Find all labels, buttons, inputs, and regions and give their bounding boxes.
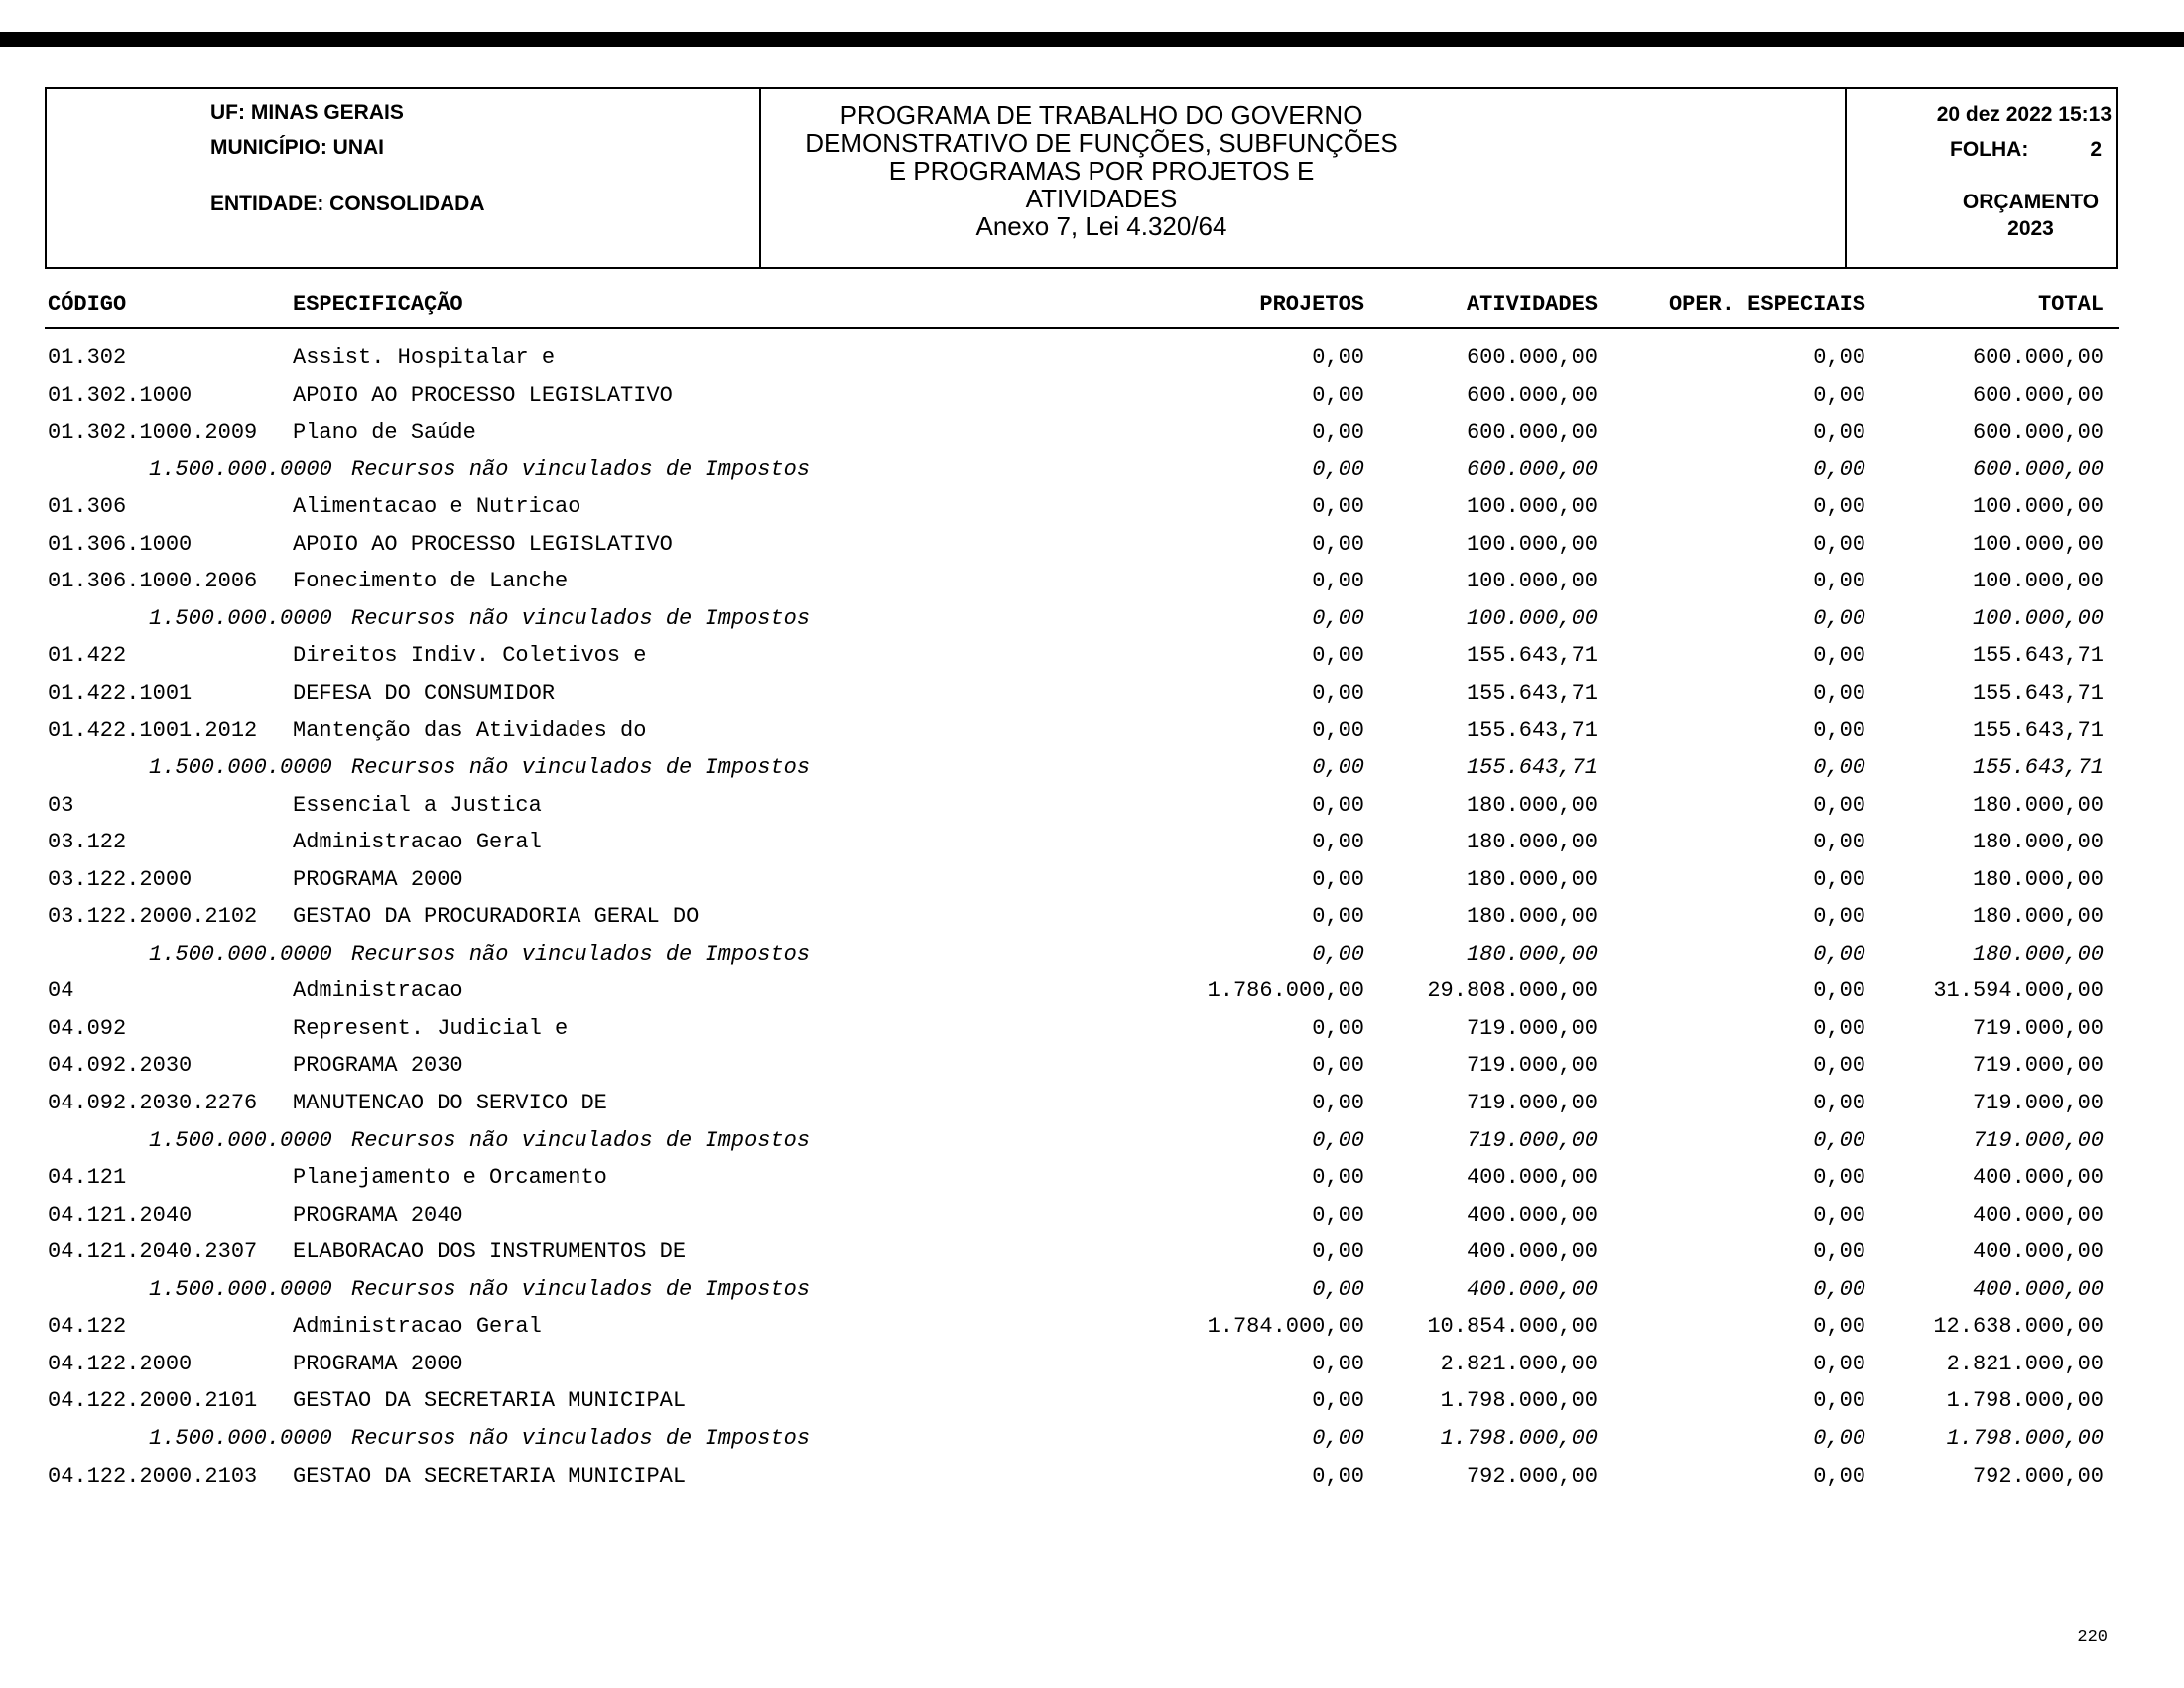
orcamento-block (1954, 189, 2108, 242)
title-line-2: DEMONSTRATIVO DE FUNÇÕES, SUBFUNÇÕES (805, 128, 1398, 158)
row-total: 155.643,71 (1972, 680, 2104, 706)
row-atividades: 400.000,00 (1466, 1165, 1598, 1191)
row-atividades: 2.821.000,00 (1440, 1351, 1598, 1376)
row-total: 2.821.000,00 (1946, 1351, 2104, 1376)
row-projetos: 0,00 (1312, 1165, 1364, 1191)
row-especificacao: Administracao (293, 978, 463, 1004)
row-projetos: 0,00 (1312, 1276, 1364, 1302)
row-total: 400.000,00 (1972, 1202, 2104, 1228)
row-projetos: 0,00 (1312, 382, 1364, 408)
row-oper-especiais: 0,00 (1813, 643, 1865, 669)
row-projetos: 0,00 (1312, 866, 1364, 892)
orcamento-label: ORÇAMENTO (1962, 191, 2100, 213)
resource-row (0, 943, 2184, 973)
row-code: 1.500.000.0000 (149, 1276, 332, 1302)
row-atividades: 719.000,00 (1466, 1091, 1598, 1115)
row-atividades: 155.643,71 (1466, 680, 1598, 706)
row-especificacao: Recursos não vinculados de Impostos (351, 1127, 811, 1153)
municipio-label: MUNICÍPIO: UNAI (210, 136, 384, 159)
row-oper-especiais: 0,00 (1813, 904, 1865, 930)
row-code: 04.122 (48, 1314, 127, 1340)
table-row (0, 682, 2184, 712)
row-atividades: 400.000,00 (1466, 1239, 1598, 1265)
header-rule (45, 327, 2119, 329)
row-atividades: 600.000,00 (1466, 420, 1598, 446)
row-atividades: 400.000,00 (1466, 1276, 1598, 1302)
row-especificacao: Fonecimento de Lanche (293, 569, 569, 594)
row-especificacao: APOIO AO PROCESSO LEGISLATIVO (293, 531, 673, 557)
row-total: 155.643,71 (1972, 755, 2104, 781)
row-code: 1.500.000.0000 (149, 456, 332, 482)
row-oper-especiais: 0,00 (1813, 1463, 1865, 1489)
table-row (0, 831, 2184, 860)
row-oper-especiais: 0,00 (1813, 1165, 1865, 1191)
row-code: 01.422.1001.2012 (48, 717, 258, 743)
resource-row (0, 1427, 2184, 1457)
row-atividades: 1.798.000,00 (1440, 1388, 1598, 1414)
row-projetos: 0,00 (1312, 904, 1364, 930)
row-projetos: 0,00 (1312, 643, 1364, 669)
row-projetos: 0,00 (1312, 1127, 1364, 1153)
row-code: 04.122.2000.2101 (48, 1388, 258, 1414)
table-row (0, 533, 2184, 563)
row-atividades: 719.000,00 (1466, 1053, 1598, 1079)
table-row (0, 905, 2184, 935)
table-row (0, 384, 2184, 414)
table-row (0, 644, 2184, 674)
row-atividades: 29.808.000,00 (1427, 978, 1598, 1004)
row-especificacao: GESTAO DA SECRETARIA MUNICIPAL (293, 1463, 687, 1489)
column-header-atividades: ATIVIDADES (1466, 292, 1598, 317)
title-line-5: Anexo 7, Lei 4.320/64 (975, 211, 1227, 241)
row-oper-especiais: 0,00 (1813, 866, 1865, 892)
uf-label: UF: MINAS GERAIS (210, 101, 404, 124)
folha-value: 2 (2090, 138, 2102, 161)
row-code: 03.122.2000 (48, 866, 193, 892)
row-atividades: 792.000,00 (1466, 1463, 1598, 1489)
table-row (0, 1465, 2184, 1494)
column-header-projetos: PROJETOS (1259, 292, 1364, 317)
report-title (754, 101, 1449, 240)
row-code: 04.122.2000 (48, 1351, 193, 1376)
row-especificacao: Recursos não vinculados de Impostos (351, 605, 811, 631)
row-oper-especiais: 0,00 (1813, 382, 1865, 408)
row-code: 04.121 (48, 1165, 127, 1191)
table-row (0, 495, 2184, 525)
row-projetos: 0,00 (1312, 1053, 1364, 1079)
row-code: 03.122 (48, 830, 127, 855)
row-code: 04.092.2030 (48, 1053, 193, 1079)
row-atividades: 719.000,00 (1466, 1015, 1598, 1041)
row-atividades: 100.000,00 (1466, 569, 1598, 594)
row-projetos: 1.784.000,00 (1207, 1314, 1364, 1340)
row-atividades: 180.000,00 (1466, 792, 1598, 818)
row-projetos: 0,00 (1312, 1202, 1364, 1228)
row-especificacao: Assist. Hospitalar e (293, 345, 556, 370)
row-total: 100.000,00 (1972, 569, 2104, 594)
row-projetos: 0,00 (1312, 792, 1364, 818)
row-atividades: 180.000,00 (1466, 941, 1598, 967)
table-row (0, 421, 2184, 451)
title-line-3: E PROGRAMAS POR PROJETOS E (888, 156, 1315, 186)
row-total: 792.000,00 (1972, 1463, 2104, 1489)
row-especificacao: APOIO AO PROCESSO LEGISLATIVO (293, 382, 673, 408)
row-oper-especiais: 0,00 (1813, 941, 1865, 967)
row-projetos: 0,00 (1312, 1091, 1364, 1115)
row-projetos: 0,00 (1312, 456, 1364, 482)
row-atividades: 180.000,00 (1466, 904, 1598, 930)
row-total: 719.000,00 (1972, 1053, 2104, 1079)
row-oper-especiais: 0,00 (1813, 1314, 1865, 1340)
row-total: 100.000,00 (1972, 605, 2104, 631)
row-atividades: 155.643,71 (1466, 717, 1598, 743)
folha-label: FOLHA: (1950, 138, 2029, 161)
row-projetos: 0,00 (1312, 1425, 1364, 1451)
row-especificacao: Represent. Judicial e (293, 1015, 569, 1041)
row-total: 180.000,00 (1972, 866, 2104, 892)
table-row (0, 1353, 2184, 1382)
row-oper-especiais: 0,00 (1813, 680, 1865, 706)
title-line-1: PROGRAMA DE TRABALHO DO GOVERNO (839, 100, 1363, 130)
row-code: 1.500.000.0000 (149, 941, 332, 967)
header-divider-right (1845, 89, 1847, 267)
row-code: 01.422 (48, 643, 127, 669)
row-projetos: 0,00 (1312, 830, 1364, 855)
row-atividades: 180.000,00 (1466, 866, 1598, 892)
table-column-headers (0, 292, 2184, 322)
row-oper-especiais: 0,00 (1813, 1053, 1865, 1079)
table-row (0, 719, 2184, 749)
row-projetos: 0,00 (1312, 755, 1364, 781)
row-atividades: 600.000,00 (1466, 382, 1598, 408)
row-total: 180.000,00 (1972, 830, 2104, 855)
row-especificacao: Administracao Geral (293, 1314, 542, 1340)
row-code: 01.306.1000 (48, 531, 193, 557)
resource-row (0, 607, 2184, 637)
table-row (0, 1315, 2184, 1345)
row-oper-especiais: 0,00 (1813, 1015, 1865, 1041)
row-total: 155.643,71 (1972, 643, 2104, 669)
row-code: 01.422.1001 (48, 680, 193, 706)
row-especificacao: Recursos não vinculados de Impostos (351, 941, 811, 967)
row-total: 719.000,00 (1972, 1127, 2104, 1153)
row-especificacao: Administracao Geral (293, 830, 542, 855)
row-oper-especiais: 0,00 (1813, 1351, 1865, 1376)
row-code: 04.122.2000.2103 (48, 1463, 258, 1489)
row-oper-especiais: 0,00 (1813, 755, 1865, 781)
row-total: 180.000,00 (1972, 941, 2104, 967)
row-projetos: 0,00 (1312, 531, 1364, 557)
row-total: 719.000,00 (1972, 1091, 2104, 1115)
row-projetos: 0,00 (1312, 494, 1364, 520)
row-atividades: 100.000,00 (1466, 605, 1598, 631)
row-especificacao: Direitos Indiv. Coletivos e (293, 643, 647, 669)
print-datetime: 20 dez 2022 15:13 (1936, 103, 2112, 126)
row-especificacao: MANUTENCAO DO SERVICO DE (293, 1091, 607, 1115)
row-especificacao: ELABORACAO DOS INSTRUMENTOS DE (293, 1239, 687, 1265)
row-oper-especiais: 0,00 (1813, 1239, 1865, 1265)
row-projetos: 0,00 (1312, 1351, 1364, 1376)
row-oper-especiais: 0,00 (1813, 717, 1865, 743)
row-especificacao: Recursos não vinculados de Impostos (351, 456, 811, 482)
row-code: 03 (48, 792, 74, 818)
scan-artifact-bar (0, 32, 2184, 47)
row-code: 1.500.000.0000 (149, 605, 332, 631)
row-atividades: 180.000,00 (1466, 830, 1598, 855)
row-especificacao: Plano de Saúde (293, 420, 476, 446)
column-header-oper-especiais: OPER. ESPECIAIS (1668, 292, 1865, 317)
table-row (0, 794, 2184, 824)
row-oper-especiais: 0,00 (1813, 494, 1865, 520)
column-header-codigo: CÓDIGO (48, 292, 127, 317)
row-total: 100.000,00 (1972, 494, 2104, 520)
row-especificacao: DEFESA DO CONSUMIDOR (293, 680, 556, 706)
row-total: 400.000,00 (1972, 1239, 2104, 1265)
row-atividades: 100.000,00 (1466, 531, 1598, 557)
row-total: 1.798.000,00 (1946, 1425, 2104, 1451)
row-total: 1.798.000,00 (1946, 1388, 2104, 1414)
row-code: 01.302.1000 (48, 382, 193, 408)
row-oper-especiais: 0,00 (1813, 1388, 1865, 1414)
row-projetos: 0,00 (1312, 680, 1364, 706)
row-projetos: 0,00 (1312, 941, 1364, 967)
resource-row (0, 756, 2184, 786)
row-code: 04.092 (48, 1015, 127, 1041)
column-header-especificacao: ESPECIFICAÇÃO (293, 292, 463, 317)
row-projetos: 0,00 (1312, 1463, 1364, 1489)
row-oper-especiais: 0,00 (1813, 345, 1865, 370)
entidade-label: ENTIDADE: CONSOLIDADA (210, 193, 485, 215)
row-oper-especiais: 0,00 (1813, 569, 1865, 594)
table-row (0, 868, 2184, 898)
row-total: 600.000,00 (1972, 345, 2104, 370)
row-atividades: 155.643,71 (1466, 643, 1598, 669)
row-especificacao: Planejamento e Orcamento (293, 1165, 607, 1191)
row-code: 03.122.2000.2102 (48, 904, 258, 930)
row-atividades: 719.000,00 (1466, 1127, 1598, 1153)
row-projetos: 0,00 (1312, 420, 1364, 446)
row-oper-especiais: 0,00 (1813, 420, 1865, 446)
row-projetos: 0,00 (1312, 1015, 1364, 1041)
row-oper-especiais: 0,00 (1813, 456, 1865, 482)
row-code: 1.500.000.0000 (149, 755, 332, 781)
row-atividades: 10.854.000,00 (1427, 1314, 1598, 1340)
row-code: 01.302.1000.2009 (48, 420, 258, 446)
row-code: 1.500.000.0000 (149, 1127, 332, 1153)
table-row (0, 346, 2184, 376)
table-row (0, 1017, 2184, 1047)
table-row (0, 570, 2184, 599)
row-especificacao: PROGRAMA 2040 (293, 1202, 463, 1228)
row-total: 180.000,00 (1972, 792, 2104, 818)
row-especificacao: PROGRAMA 2000 (293, 1351, 463, 1376)
table-row (0, 1204, 2184, 1234)
row-especificacao: Recursos não vinculados de Impostos (351, 1425, 811, 1451)
row-total: 600.000,00 (1972, 382, 2104, 408)
resource-row (0, 1129, 2184, 1159)
row-oper-especiais: 0,00 (1813, 1127, 1865, 1153)
row-total: 180.000,00 (1972, 904, 2104, 930)
row-oper-especiais: 0,00 (1813, 830, 1865, 855)
row-atividades: 400.000,00 (1466, 1202, 1598, 1228)
row-code: 04 (48, 978, 74, 1004)
row-code: 04.092.2030.2276 (48, 1091, 258, 1115)
row-oper-especiais: 0,00 (1813, 531, 1865, 557)
row-atividades: 600.000,00 (1466, 345, 1598, 370)
table-row (0, 979, 2184, 1009)
row-code: 04.121.2040 (48, 1202, 193, 1228)
row-oper-especiais: 0,00 (1813, 1425, 1865, 1451)
row-projetos: 0,00 (1312, 1388, 1364, 1414)
row-total: 12.638.000,00 (1933, 1314, 2104, 1340)
table-row (0, 1166, 2184, 1196)
row-projetos: 0,00 (1312, 605, 1364, 631)
row-total: 600.000,00 (1972, 420, 2104, 446)
column-header-total: TOTAL (2037, 292, 2104, 317)
table-row (0, 1054, 2184, 1084)
row-projetos: 0,00 (1312, 345, 1364, 370)
resource-row (0, 1278, 2184, 1308)
table-row (0, 1389, 2184, 1419)
row-especificacao: Recursos não vinculados de Impostos (351, 755, 811, 781)
row-total: 155.643,71 (1972, 717, 2104, 743)
row-code: 1.500.000.0000 (149, 1425, 332, 1451)
row-code: 04.121.2040.2307 (48, 1239, 258, 1265)
row-code: 01.306.1000.2006 (48, 569, 258, 594)
row-projetos: 1.786.000,00 (1207, 978, 1364, 1004)
table-row (0, 1240, 2184, 1270)
row-atividades: 1.798.000,00 (1440, 1425, 1598, 1451)
page-number: 220 (2077, 1628, 2108, 1647)
row-projetos: 0,00 (1312, 717, 1364, 743)
orcamento-year: 2023 (2007, 217, 2054, 240)
row-total: 719.000,00 (1972, 1015, 2104, 1041)
row-total: 31.594.000,00 (1933, 978, 2104, 1004)
row-total: 400.000,00 (1972, 1165, 2104, 1191)
row-total: 100.000,00 (1972, 531, 2104, 557)
row-especificacao: Mantenção das Atividades do (293, 717, 647, 743)
row-total: 600.000,00 (1972, 456, 2104, 482)
row-especificacao: Essencial a Justica (293, 792, 542, 818)
row-oper-especiais: 0,00 (1813, 1276, 1865, 1302)
title-line-4: ATIVIDADES (1025, 184, 1178, 213)
row-atividades: 100.000,00 (1466, 494, 1598, 520)
row-atividades: 155.643,71 (1466, 755, 1598, 781)
row-oper-especiais: 0,00 (1813, 1202, 1865, 1228)
row-oper-especiais: 0,00 (1813, 1091, 1865, 1115)
row-especificacao: PROGRAMA 2000 (293, 866, 463, 892)
row-oper-especiais: 0,00 (1813, 978, 1865, 1004)
resource-row (0, 458, 2184, 488)
row-total: 400.000,00 (1972, 1276, 2104, 1302)
row-code: 01.306 (48, 494, 127, 520)
row-especificacao: Alimentacao e Nutricao (293, 494, 581, 520)
row-especificacao: PROGRAMA 2030 (293, 1053, 463, 1079)
table-row (0, 1092, 2184, 1121)
row-projetos: 0,00 (1312, 569, 1364, 594)
row-especificacao: GESTAO DA PROCURADORIA GERAL DO (293, 904, 700, 930)
row-especificacao: GESTAO DA SECRETARIA MUNICIPAL (293, 1388, 687, 1414)
row-oper-especiais: 0,00 (1813, 605, 1865, 631)
report-header (45, 87, 2118, 269)
row-projetos: 0,00 (1312, 1239, 1364, 1265)
row-oper-especiais: 0,00 (1813, 792, 1865, 818)
row-atividades: 600.000,00 (1466, 456, 1598, 482)
row-especificacao: Recursos não vinculados de Impostos (351, 1276, 811, 1302)
row-code: 01.302 (48, 345, 127, 370)
